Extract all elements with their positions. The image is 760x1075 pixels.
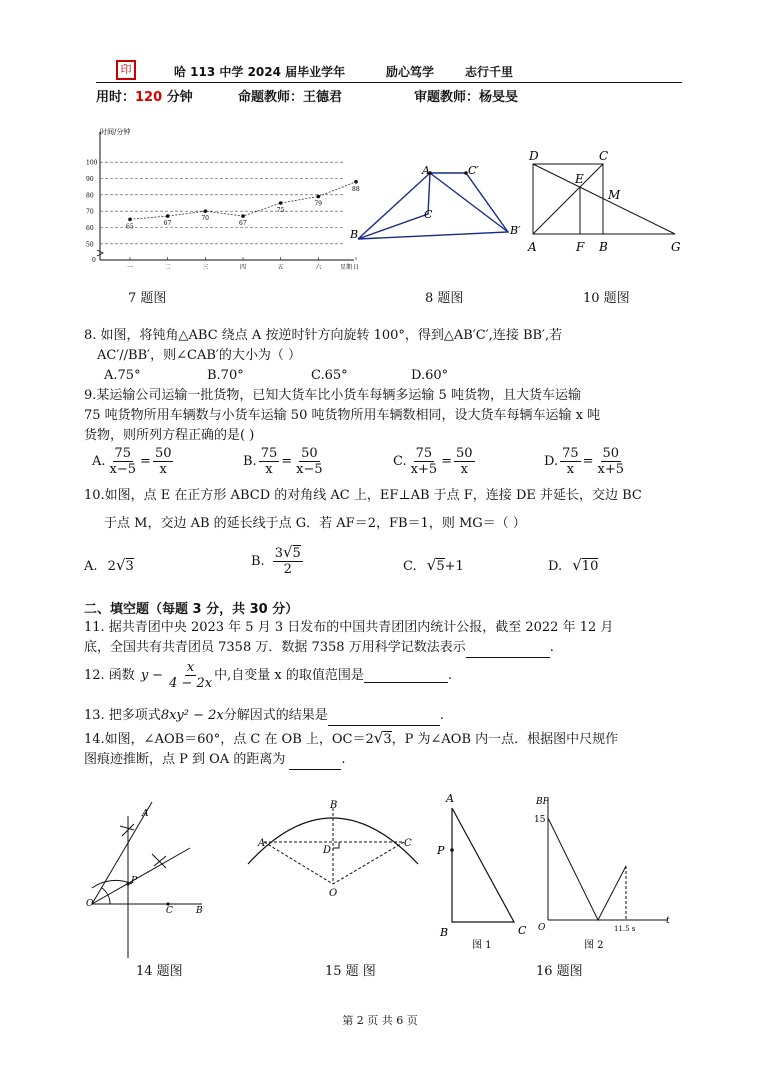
time-prefix: 用时： [96, 90, 136, 105]
fig8-label-b2: B′ [510, 224, 521, 237]
fig10-caption: 10 题图 [583, 291, 630, 306]
q9-option-a [92, 446, 173, 477]
chart-y-tick-label: 50 [86, 241, 94, 249]
chart-x-tick-label: 三 [202, 264, 209, 270]
q9d-label: D. [544, 454, 559, 469]
q11-line1: 11. 据共青团中央 2023 年 5 月 3 日发布的中国共青团团内统计公报，截至 2022 年 12 月 [84, 620, 614, 635]
q10b-sqrt-icon: √ [282, 543, 293, 561]
fig14-figure [84, 796, 214, 960]
q9-line2: 75 吨货物所用车辆数与小货车运输 50 吨货物所用车辆数相同，设大货车每辆车运输 x 吨 [84, 408, 601, 423]
fig15-label-o: O [329, 888, 338, 899]
q10-option-c [403, 556, 464, 574]
q9b-d2: x−5 [296, 462, 323, 477]
q12-frac [167, 660, 214, 691]
q10d-rad: 10 [581, 559, 599, 574]
q9c-d2: x [460, 462, 468, 477]
fig16b-figure [530, 790, 676, 955]
q8-option-d: D.60° [411, 368, 449, 383]
q14-end: . [341, 752, 346, 767]
fig10-label-d: D [529, 149, 539, 163]
fig15-line-co [333, 842, 404, 884]
q10-option-b [251, 545, 303, 577]
fig16a-label-p: P [437, 844, 445, 857]
q14-line1b: ，P 为∠AOB 内一点．根据图中尺规作 [391, 732, 619, 747]
q12-end: . [447, 667, 452, 683]
fig8-caption: 8 题图 [425, 291, 464, 306]
chart-point [204, 209, 208, 213]
fig10-label-c: C [599, 149, 609, 163]
q9a-n2: 50 [154, 446, 172, 461]
fig16b-label-bp: BP [536, 797, 549, 807]
fig10-label-f: F [576, 240, 585, 254]
q10d-sqrt-icon: √ [572, 556, 582, 574]
author: 命题教师：王德君 [238, 90, 343, 105]
chart-x-tick-label: 一 [127, 264, 134, 270]
q9b-label: B. [243, 454, 257, 469]
fig16a-point-p [450, 848, 454, 852]
fig8-label-b: B [350, 228, 359, 241]
q8-option-c: C.65° [311, 368, 348, 383]
fig16b-label-115: 11.5 s [614, 925, 636, 933]
q10-line2: 于点 M，交边 AB 的延长线于点 G．若 AF＝2，FB＝1，则 MG＝（ ） [104, 516, 526, 531]
fig15-label-d: D [323, 845, 332, 856]
chart-y-tick-label: 100 [86, 159, 98, 167]
q8-option-a: A.75° [104, 368, 141, 383]
q9d-d2: x+5 [597, 462, 625, 477]
fig15-label-a: A [258, 838, 266, 849]
time-suffix: 分钟 [166, 90, 193, 105]
fig14-label-a: A [142, 809, 149, 819]
chart-data-label: 70 [201, 215, 209, 223]
chart-y-tick-label: 60 [86, 225, 94, 232]
chart-data-label: 79 [314, 200, 322, 208]
q14-rad: 3 [383, 732, 392, 747]
fig16b-label-o: O [538, 923, 546, 933]
q10a-rad: 3 [125, 559, 134, 574]
motto-1: 励心笃学 [386, 65, 435, 79]
q11-end: . [549, 640, 554, 655]
q12-num: x [186, 660, 195, 675]
time-value: 120 [135, 90, 163, 105]
q9d-frac2 [596, 446, 627, 477]
q9-option-c [393, 446, 475, 477]
chart-point [128, 218, 132, 222]
q9a-frac1 [108, 446, 139, 477]
q14-line2-text: 图痕迹推断，点 P 到 OA 的距离为 [84, 752, 286, 767]
fig10-line-dg [533, 164, 675, 234]
q9d-n2: 50 [602, 446, 620, 461]
fig10-label-e: E [575, 172, 584, 186]
fig8-line-ab2 [430, 173, 508, 232]
q9b-d1: x [265, 462, 273, 477]
q12-den: 4 − 2x [169, 676, 213, 691]
chart-point [279, 201, 283, 205]
q9-option-d [544, 446, 626, 477]
chart-x-label: 星期 [340, 264, 353, 270]
q10a-label: A. [84, 559, 98, 574]
fig14-bisector [92, 848, 190, 904]
q11-answer-blank[interactable] [466, 643, 550, 658]
page-footer: 第 2 页 共 6 页 [342, 1014, 418, 1027]
q9d-n1: 75 [562, 446, 579, 461]
q13-answer-blank[interactable] [328, 711, 440, 726]
fig10-diagonal-ac [533, 164, 603, 234]
q9c-n1: 75 [415, 446, 433, 461]
q9a-n1: 75 [114, 446, 132, 461]
reviewer: 审题教师：杨旻旻 [414, 90, 519, 105]
q9-line3: 货物，则所列方程正确的是( ) [84, 428, 255, 443]
section2-title: 二、填空题（每题 3 分，共 30 分） [84, 602, 299, 617]
q10d-label: D. [548, 559, 563, 574]
q9c-eq: = [441, 454, 453, 469]
q11-line2 [84, 638, 554, 658]
chart-x-tick-label: 二 [164, 264, 171, 270]
fig8-triangle-abc [358, 173, 430, 239]
fig16a-figure [432, 790, 532, 955]
header-logo: 印 [116, 60, 136, 80]
fig8-figure [350, 160, 530, 246]
fig14-label-o: O [86, 899, 94, 909]
q9d-eq: = [582, 454, 594, 469]
fig10-label-a: A [528, 240, 537, 254]
q12-dash: − [152, 667, 164, 683]
q9d-frac1 [560, 446, 581, 477]
q14-answer-blank[interactable] [289, 755, 341, 770]
fig7-caption: 7 题图 [128, 291, 167, 306]
chart-y-tick-label: 90 [86, 176, 94, 183]
q13-mid: 分解因式的结果是 [223, 708, 328, 723]
fig16a-label-b: B [440, 926, 449, 939]
q9b-n2: 50 [301, 446, 318, 461]
fig15-label-c: C [404, 838, 412, 849]
fig8-triangle-ab2c2 [358, 173, 508, 239]
q9a-label: A. [92, 454, 106, 469]
fig14-caption: 14 题图 [136, 964, 183, 979]
chart-point [241, 214, 245, 218]
q9a-d1: x−5 [109, 462, 137, 477]
q9b-eq: = [281, 454, 293, 469]
fig14-arc-3 [120, 824, 134, 836]
q10c-rad: 5 [436, 559, 445, 574]
q8-line2: AC′//BB′，则∠CAB′的大小为（ ） [97, 348, 301, 363]
chart-data-label: 88 [352, 185, 360, 193]
q10-line1: 10.如图，点 E 在正方形 ABCD 的对角线 AC 上，EF⊥AB 于点 F，连接 DE 并延长，交边 BC [84, 488, 642, 503]
chart-y-tick-label: 0 [92, 257, 96, 264]
q13-prefix: 13. 把多项式 [84, 708, 161, 723]
chart-data-label: 67 [239, 220, 247, 228]
motto-2: 志行千里 [465, 65, 514, 79]
q14-sqrt-icon: √ [373, 729, 384, 747]
fig15-figure [244, 794, 424, 902]
q10c-sqrt-icon: √ [426, 556, 437, 574]
q9c-frac1 [409, 446, 440, 477]
fig10-label-g: G [671, 240, 681, 254]
q14-line2 [84, 750, 345, 770]
fig16b-label-15: 15 [534, 815, 546, 825]
q10b-coef: 3 [274, 546, 283, 561]
fig10-label-m: M [608, 188, 621, 202]
q9b-n1: 75 [260, 446, 278, 461]
fig8-label-a: A [422, 164, 430, 177]
chart-series-line [130, 182, 356, 223]
q9b-frac1 [259, 446, 280, 477]
school-name: 哈 113 中学 2024 届毕业学年 [174, 65, 346, 79]
q13-expr: 8xy² − 2x [160, 708, 224, 723]
chart-data-label: 67 [163, 220, 172, 228]
fig7-chart [84, 124, 360, 270]
q8-line1: 8. 如图，将钝角△ABC 绕点 A 按逆时针方向旋转 100°，得到△AB′C′,连接 BB′,若 [84, 328, 563, 343]
q12-prefix: 12. 函数 [84, 667, 135, 683]
chart-y-tick-label: 80 [86, 192, 94, 200]
q14-line1a: 14.如图，∠AOB＝60°，点 C 在 OB 上，OC＝2 [84, 732, 374, 747]
fig15-right-angle [333, 842, 339, 848]
q9d-d1: x [566, 462, 575, 477]
q10b-frac [273, 545, 303, 577]
fig15-label-b: B [330, 800, 338, 811]
q12 [84, 660, 452, 691]
q12-mid: 中,自变量 x 的取值范围是 [214, 667, 364, 683]
q10b-label: B. [251, 553, 265, 569]
q10c-label: C. [403, 559, 417, 574]
q9-option-b [243, 446, 325, 477]
fig16b-graph [548, 818, 626, 920]
q9c-label: C. [393, 454, 407, 469]
chart-x-tick-label: 日 [353, 264, 360, 270]
chart-point [166, 214, 170, 218]
q9a-d2: x [159, 462, 167, 477]
q13-end: . [439, 708, 444, 723]
q11-line2-text: 底，全国共有共青团员 7358 万．数据 7358 万用科学记数法表示 [84, 640, 466, 655]
q10b-rad: 5 [292, 546, 301, 561]
q10-option-d [548, 556, 598, 574]
chart-data-label: 65 [126, 223, 134, 231]
fig14-label-p: P [131, 876, 138, 886]
fig16a-label-a: A [446, 792, 454, 805]
fig16a-triangle [452, 808, 514, 922]
chart-x-tick-label: 四 [240, 264, 247, 270]
fig16b-caption: 图 2 [584, 940, 604, 951]
fig14-label-c: C [166, 906, 173, 916]
chart-x-tick-label: 六 [315, 264, 322, 270]
header-rule [96, 82, 682, 83]
q10b-num [273, 545, 303, 562]
fig10-figure [520, 146, 690, 258]
fig16a-label-c: C [518, 924, 527, 937]
chart-y-tick-label: 70 [86, 208, 94, 216]
q12-answer-blank[interactable] [364, 668, 448, 683]
q9a-frac2 [153, 446, 174, 477]
q12-y: y [140, 667, 149, 683]
q10c-tail: +1 [444, 559, 464, 574]
fig8-label-c: C [424, 208, 433, 221]
fig16b-label-t: t [666, 916, 670, 926]
q10b-den: 2 [283, 562, 292, 577]
chart-point [317, 195, 321, 199]
q9c-d1: x+5 [410, 462, 438, 477]
q9b-frac2 [294, 446, 325, 477]
fig8-label-c2: C′ [468, 164, 479, 177]
chart-data-label: 75 [276, 207, 285, 214]
fig16-caption: 16 题图 [536, 964, 583, 979]
fig16a-caption: 图 1 [472, 940, 492, 951]
q9-line1: 9.某运输公司运输一批货物，已知大货车比小货车每辆多运输 5 吨货物，且大货车运输 [84, 388, 581, 403]
fig14-point-p [126, 882, 129, 885]
q8-option-b: B.70° [207, 368, 244, 383]
exam-time [96, 86, 193, 105]
fig7-ylabel: 时间/分钟 [100, 128, 131, 136]
q10a-coef: 2 [107, 559, 116, 574]
q10a-sqrt-icon: √ [115, 556, 126, 574]
q14-line1 [84, 728, 618, 750]
fig14-label-b: B [196, 906, 203, 916]
fig15-caption: 15 题 图 [325, 964, 376, 979]
q9a-eq: = [140, 454, 151, 469]
q9c-frac2 [454, 446, 475, 477]
chart-x-tick-label: 五 [277, 264, 284, 270]
fig10-label-b: B [599, 240, 608, 254]
q10-option-a [84, 556, 134, 574]
q9c-n2: 50 [456, 446, 473, 461]
q13 [84, 706, 444, 726]
